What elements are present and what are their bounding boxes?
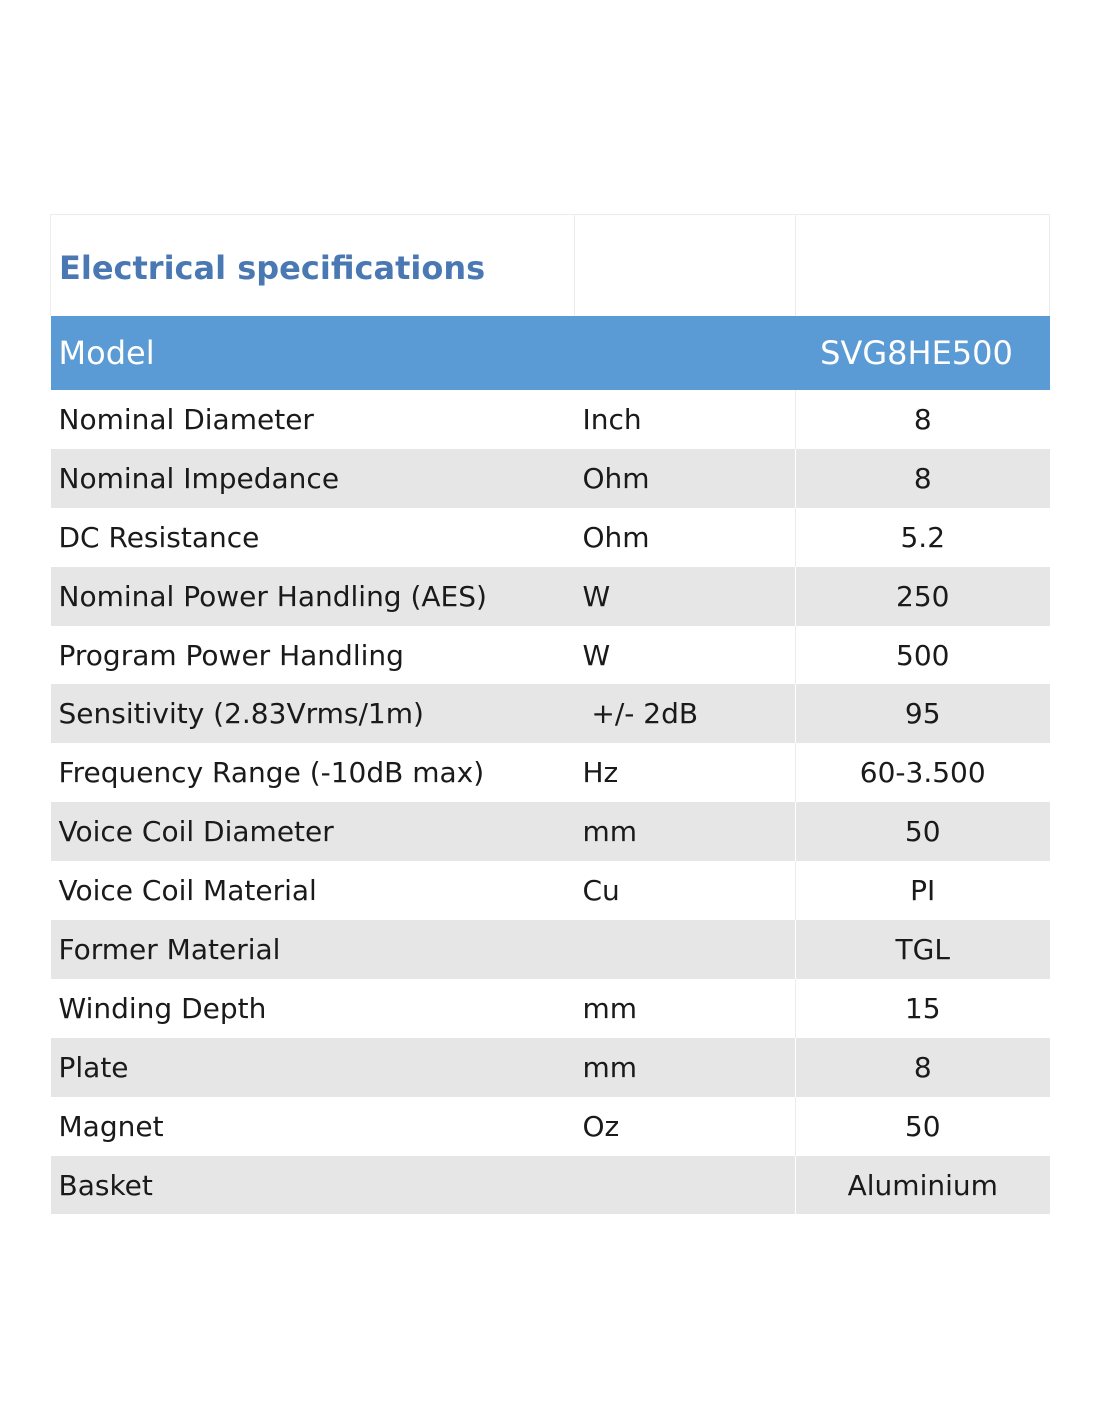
table-row xyxy=(51,390,1050,449)
spec-value: 15 xyxy=(796,979,1050,1038)
spec-unit: Ohm xyxy=(575,449,796,508)
spec-value: 50 xyxy=(796,802,1050,861)
spec-value: 8 xyxy=(796,390,1050,449)
spec-value: 60-3.500 xyxy=(796,743,1050,802)
spec-value: 8 xyxy=(796,449,1050,508)
table-row xyxy=(51,1038,1050,1097)
spec-label: Plate xyxy=(51,1038,575,1097)
spec-label: Nominal Diameter xyxy=(51,390,575,449)
spec-label: Winding Depth xyxy=(51,979,575,1038)
table-row xyxy=(51,508,1050,567)
model-value: SVG8HE500 xyxy=(796,316,1050,390)
spec-value: PI xyxy=(796,861,1050,920)
table-row xyxy=(51,743,1050,802)
spec-unit: Cu xyxy=(575,861,796,920)
spec-label: DC Resistance xyxy=(51,508,575,567)
spec-label: Magnet xyxy=(51,1097,575,1156)
spec-label: Sensitivity (2.83Vrms/1m) xyxy=(51,684,575,743)
spec-label: Nominal Impedance xyxy=(51,449,575,508)
spec-label: Program Power Handling xyxy=(51,626,575,685)
spec-unit: W xyxy=(575,567,796,626)
spec-value: TGL xyxy=(796,920,1050,979)
table-row xyxy=(51,861,1050,920)
table-row xyxy=(51,1097,1050,1156)
spec-value: 8 xyxy=(796,1038,1050,1097)
spec-unit: +/- 2dB xyxy=(575,684,796,743)
spec-unit xyxy=(575,920,796,979)
spec-label: Nominal Power Handling (AES) xyxy=(51,567,575,626)
spec-unit xyxy=(575,1156,796,1215)
table-row xyxy=(51,802,1050,861)
table-row xyxy=(51,626,1050,685)
spec-unit: Inch xyxy=(575,390,796,449)
spec-unit: Oz xyxy=(575,1097,796,1156)
title-row xyxy=(51,215,1050,317)
spec-label: Voice Coil Material xyxy=(51,861,575,920)
spec-unit: mm xyxy=(575,802,796,861)
spec-label: Frequency Range (-10dB max) xyxy=(51,743,575,802)
table-row xyxy=(51,567,1050,626)
spec-label: Voice Coil Diameter xyxy=(51,802,575,861)
spec-value: Aluminium xyxy=(796,1156,1050,1215)
spec-label: Former Material xyxy=(51,920,575,979)
spec-value: 5.2 xyxy=(796,508,1050,567)
spec-value: 500 xyxy=(796,626,1050,685)
table-title: Electrical specifications xyxy=(51,215,575,317)
spec-unit: W xyxy=(575,626,796,685)
table-row xyxy=(51,449,1050,508)
title-empty-cell xyxy=(796,215,1050,317)
title-empty-cell xyxy=(575,215,796,317)
spec-label: Basket xyxy=(51,1156,575,1215)
model-header-row xyxy=(51,316,1050,390)
table-row xyxy=(51,684,1050,743)
spec-value: 50 xyxy=(796,1097,1050,1156)
model-label: Model xyxy=(51,316,575,390)
table-row xyxy=(51,979,1050,1038)
table-row xyxy=(51,1156,1050,1215)
table-row xyxy=(51,920,1050,979)
spec-value: 95 xyxy=(796,684,1050,743)
model-unit-empty xyxy=(575,316,796,390)
spec-unit: Hz xyxy=(575,743,796,802)
spec-value: 250 xyxy=(796,567,1050,626)
spec-unit: mm xyxy=(575,979,796,1038)
electrical-specifications-table xyxy=(50,214,1050,1214)
spec-unit: mm xyxy=(575,1038,796,1097)
spec-unit: Ohm xyxy=(575,508,796,567)
